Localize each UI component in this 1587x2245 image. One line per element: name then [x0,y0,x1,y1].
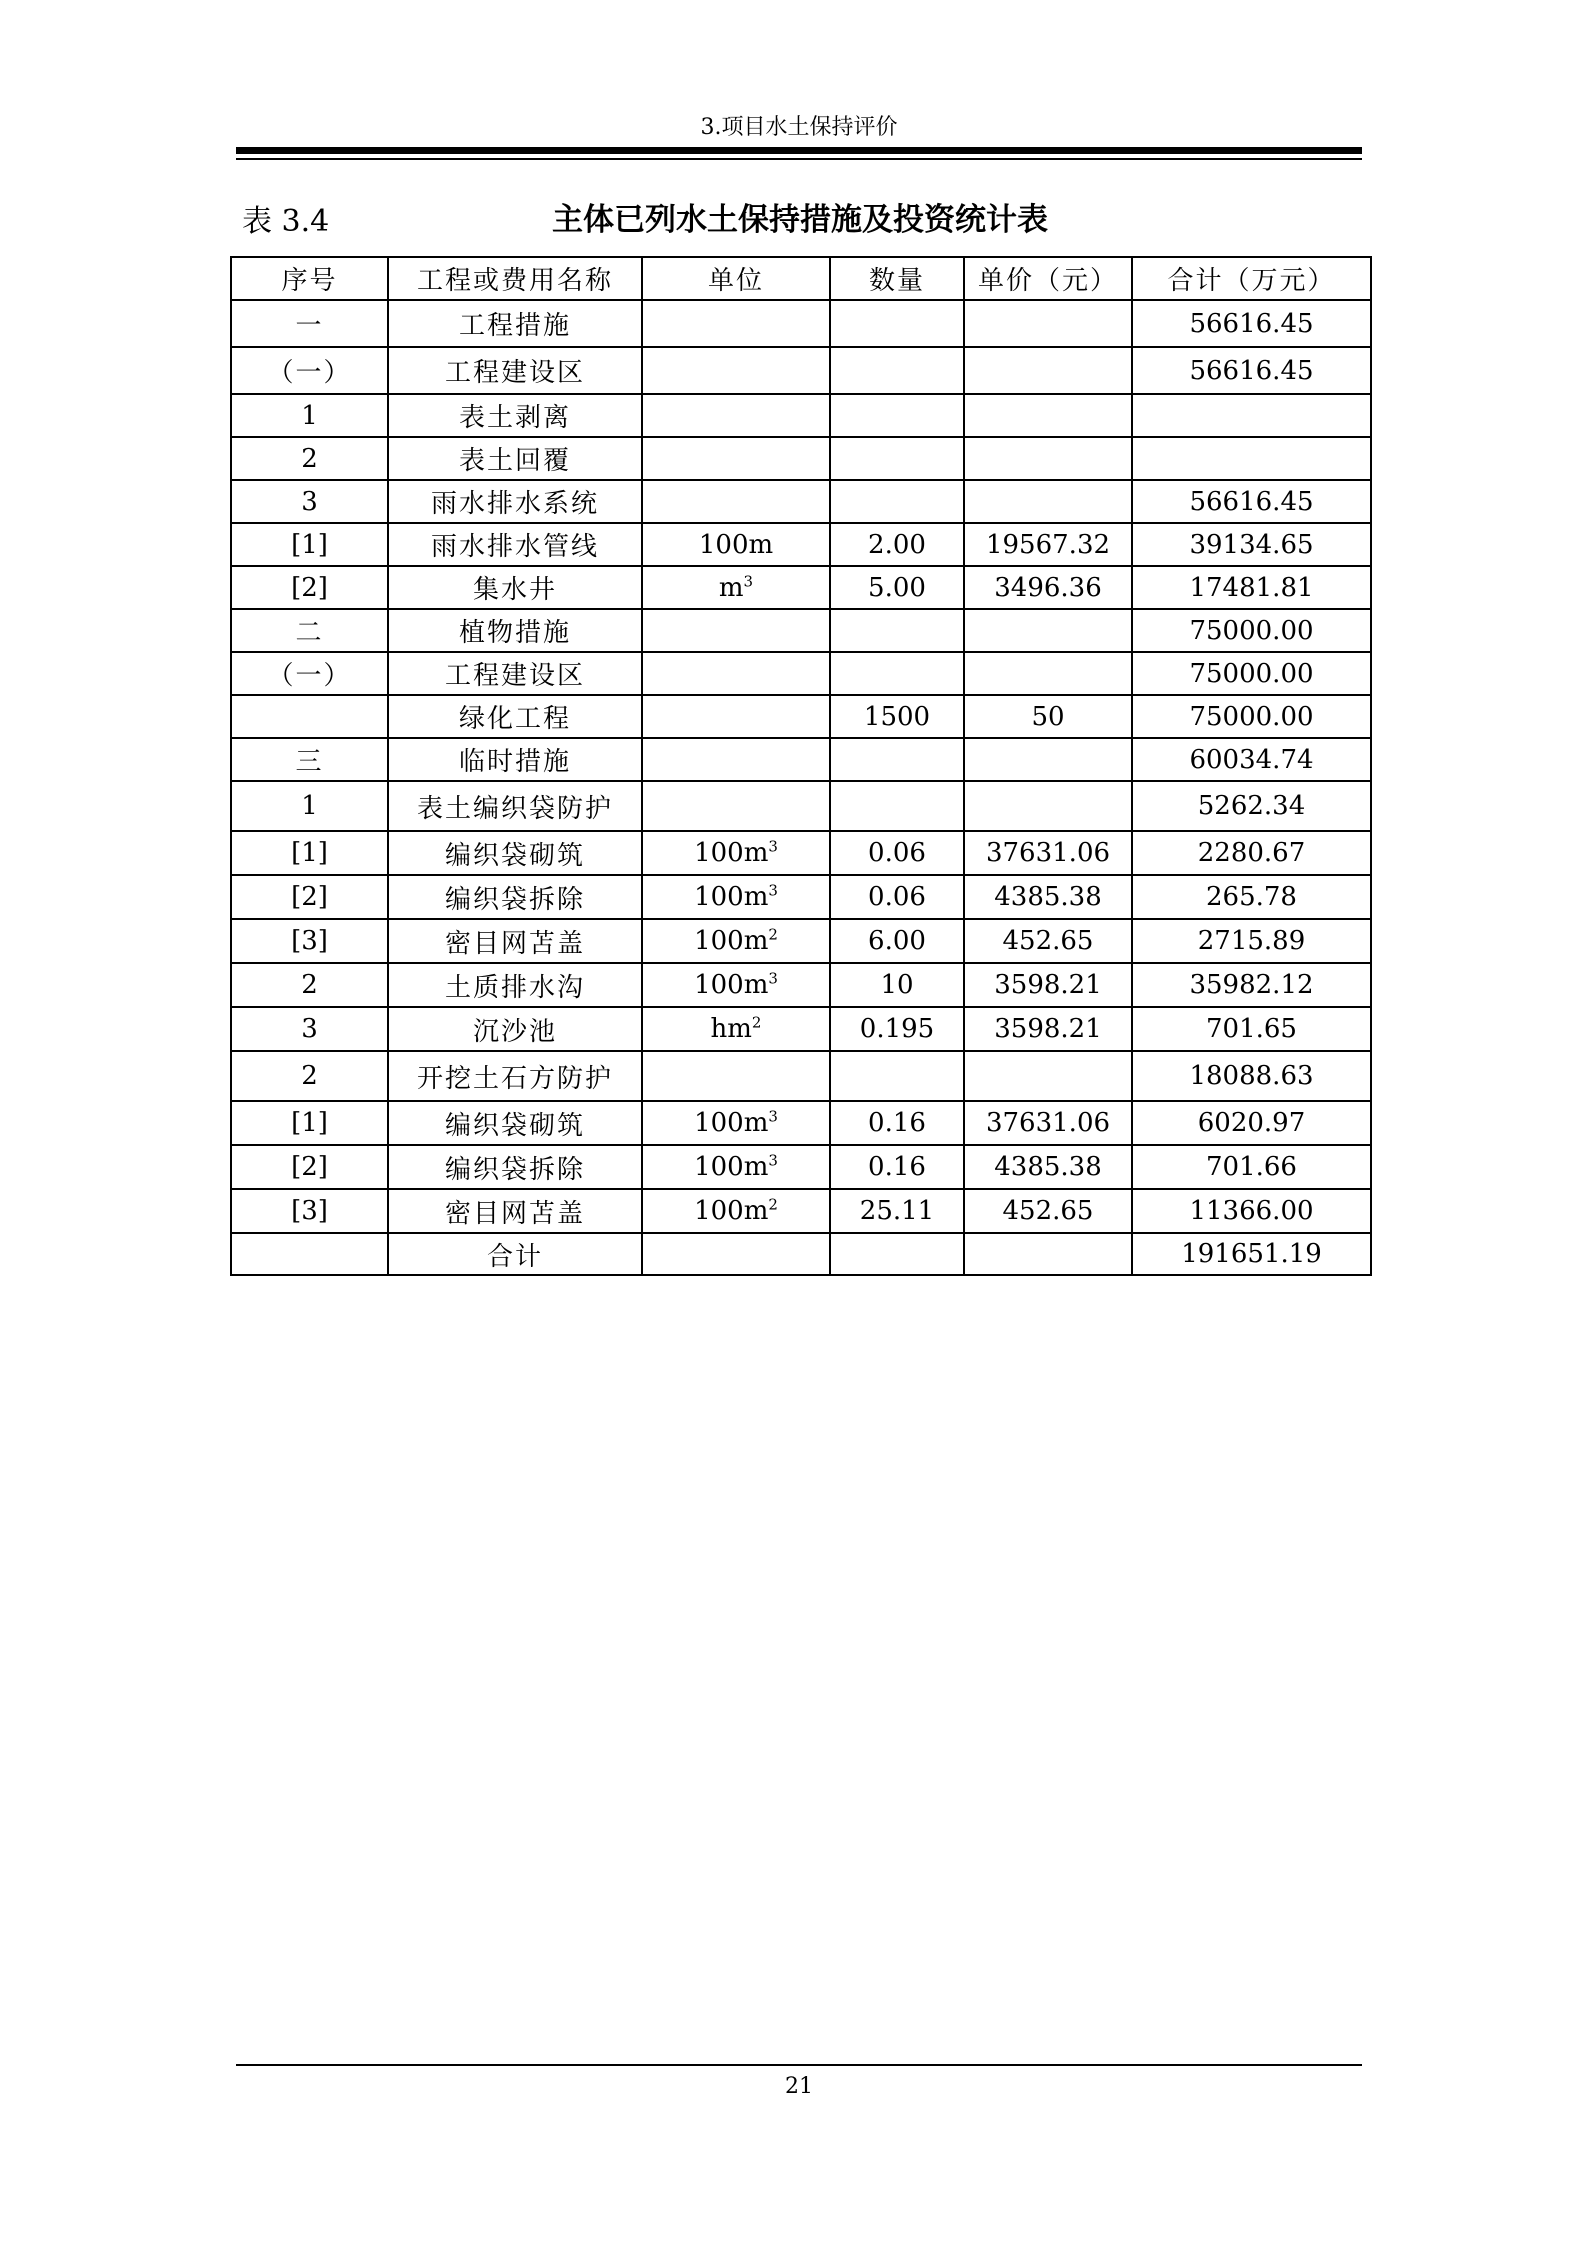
quantity-cell [830,347,964,394]
table-row [231,963,1371,1007]
unit-exponent: 2 [768,925,778,944]
unit-text: 100m [694,926,769,956]
table-row [231,1051,1371,1101]
item-name-cell: 工程措施 [388,300,642,347]
total-cell [1132,437,1371,480]
quantity-cell: 0.195 [830,1007,964,1051]
total-cell: 191651.19 [1132,1233,1371,1275]
item-name-cell: 绿化工程 [388,695,642,738]
quantity-cell: 0.16 [830,1145,964,1189]
item-name-cell: 表土编织袋防护 [388,781,642,831]
item-name-cell: 表土回覆 [388,437,642,480]
unit-price-cell [964,347,1132,394]
unit-text: 100m [694,882,769,912]
unit-text: 100m [694,1108,769,1138]
col-header-qty: 数量 [830,257,964,300]
item-name-cell: 编织袋砌筑 [388,831,642,875]
unit-cell [642,781,830,831]
table-header-row [231,257,1371,300]
unit-price-cell [964,609,1132,652]
unit-exponent: 2 [751,1013,762,1032]
unit-cell [642,566,830,609]
row-number-cell: 二 [231,609,388,652]
total-cell: 2280.67 [1132,831,1371,875]
item-name-cell: 集水井 [388,566,642,609]
row-number-cell: 2 [231,1051,388,1101]
unit-cell [642,875,830,919]
item-name-cell: 编织袋砌筑 [388,1101,642,1145]
unit-exponent: 3 [768,1151,778,1170]
table-body [231,300,1371,1275]
row-number-cell: [1] [231,523,388,566]
table-number: 表 3.4 [242,204,330,239]
item-name-cell: 编织袋拆除 [388,1145,642,1189]
unit-cell [642,480,830,523]
header-rule-thick [236,147,1362,154]
total-cell: 11366.00 [1132,1189,1371,1233]
unit-price-cell: 37631.06 [964,1101,1132,1145]
unit-price-cell [964,1233,1132,1275]
table-row [231,1233,1371,1275]
col-header-total: 合计（万元） [1132,257,1371,300]
row-number-cell [231,1233,388,1275]
quantity-cell [830,394,964,437]
unit-exponent: 3 [768,837,778,856]
total-cell: 75000.00 [1132,609,1371,652]
unit-text: 100m [694,1196,769,1226]
quantity-cell [830,437,964,480]
quantity-cell: 6.00 [830,919,964,963]
unit-cell [642,695,830,738]
unit-cell [642,963,830,1007]
unit-cell [642,300,830,347]
unit-price-cell [964,781,1132,831]
unit-text: 100m [694,970,769,1000]
item-name-cell: 表土剥离 [388,394,642,437]
unit-price-cell [964,480,1132,523]
total-cell: 701.65 [1132,1007,1371,1051]
total-cell: 35982.12 [1132,963,1371,1007]
table-row [231,347,1371,394]
table-row [231,609,1371,652]
unit-price-cell: 19567.32 [964,523,1132,566]
total-cell: 18088.63 [1132,1051,1371,1101]
quantity-cell [830,480,964,523]
quantity-cell: 1500 [830,695,964,738]
item-name-cell: 沉沙池 [388,1007,642,1051]
item-name-cell: 密目网苫盖 [388,1189,642,1233]
table-row [231,875,1371,919]
row-number-cell: 1 [231,781,388,831]
quantity-cell [830,609,964,652]
unit-text: 100m [698,529,774,560]
quantity-cell [830,300,964,347]
total-cell: 75000.00 [1132,652,1371,695]
unit-cell [642,523,830,566]
col-header-name: 工程或费用名称 [388,257,642,300]
row-number-cell: [3] [231,1189,388,1233]
unit-cell [642,738,830,781]
unit-price-cell: 3496.36 [964,566,1132,609]
total-cell [1132,394,1371,437]
table-row [231,394,1371,437]
unit-price-cell: 50 [964,695,1132,738]
unit-price-cell: 452.65 [964,919,1132,963]
item-name-cell: 工程建设区 [388,347,642,394]
total-cell: 56616.45 [1132,300,1371,347]
unit-exponent: 3 [768,881,778,900]
unit-price-cell: 3598.21 [964,1007,1132,1051]
row-number-cell: 3 [231,480,388,523]
item-name-cell: 雨水排水管线 [388,523,642,566]
table-row [231,738,1371,781]
quantity-cell: 25.11 [830,1189,964,1233]
quantity-cell: 10 [830,963,964,1007]
unit-exponent: 3 [768,969,778,988]
total-cell: 6020.97 [1132,1101,1371,1145]
table-row [231,831,1371,875]
quantity-cell [830,1233,964,1275]
col-header-no: 序号 [231,257,388,300]
unit-price-cell: 4385.38 [964,1145,1132,1189]
item-name-cell: 工程建设区 [388,652,642,695]
unit-price-cell [964,394,1132,437]
item-name-cell: 临时措施 [388,738,642,781]
unit-cell [642,1051,830,1101]
item-name-cell: 编织袋拆除 [388,875,642,919]
table-row [231,781,1371,831]
row-number-cell: 2 [231,437,388,480]
quantity-cell: 5.00 [830,566,964,609]
unit-price-cell: 37631.06 [964,831,1132,875]
total-cell: 265.78 [1132,875,1371,919]
unit-text: hm [710,1014,752,1044]
total-cell: 75000.00 [1132,695,1371,738]
unit-cell [642,1233,830,1275]
unit-cell [642,1145,830,1189]
table-row [231,566,1371,609]
unit-cell [642,1101,830,1145]
page-number: 21 [785,2074,813,2099]
investment-table [230,256,1372,1276]
unit-cell [642,394,830,437]
quantity-cell [830,1051,964,1101]
row-number-cell: （一） [231,347,388,394]
unit-cell [642,437,830,480]
unit-cell [642,831,830,875]
item-name-cell: 密目网苫盖 [388,919,642,963]
unit-price-cell [964,1051,1132,1101]
table-row [231,1007,1371,1051]
row-number-cell: 3 [231,1007,388,1051]
unit-cell [642,652,830,695]
table-title: 主体已列水土保持措施及投资统计表 [552,202,1048,238]
table-row [231,1189,1371,1233]
unit-price-cell [964,437,1132,480]
total-cell: 2715.89 [1132,919,1371,963]
unit-exponent: 2 [768,1195,778,1214]
total-cell: 17481.81 [1132,566,1371,609]
row-number-cell: [2] [231,1145,388,1189]
table-row [231,1145,1371,1189]
item-name-cell: 雨水排水系统 [388,480,642,523]
total-cell: 56616.45 [1132,347,1371,394]
table-row [231,919,1371,963]
quantity-cell: 2.00 [830,523,964,566]
total-cell: 39134.65 [1132,523,1371,566]
table-row [231,300,1371,347]
quantity-cell [830,738,964,781]
unit-price-cell: 3598.21 [964,963,1132,1007]
row-number-cell: 2 [231,963,388,1007]
unit-cell [642,347,830,394]
row-number-cell: [2] [231,875,388,919]
unit-price-cell [964,738,1132,781]
unit-price-cell [964,300,1132,347]
table-row [231,480,1371,523]
total-cell: 56616.45 [1132,480,1371,523]
quantity-cell [830,781,964,831]
running-header-title: 3.项目水土保持评价 [700,115,898,140]
row-number-cell: [1] [231,831,388,875]
unit-cell [642,919,830,963]
footer-rule [236,2064,1362,2066]
row-number-cell: 1 [231,394,388,437]
item-name-cell: 植物措施 [388,609,642,652]
row-number-cell: [1] [231,1101,388,1145]
unit-text: 100m [694,1152,769,1182]
unit-price-cell: 4385.38 [964,875,1132,919]
quantity-cell: 0.06 [830,831,964,875]
quantity-cell: 0.16 [830,1101,964,1145]
unit-text: 100m [694,838,769,868]
item-name-cell: 合计 [388,1233,642,1275]
total-cell: 5262.34 [1132,781,1371,831]
table-row [231,1101,1371,1145]
col-header-price: 单价（元） [964,257,1132,300]
row-number-cell: [2] [231,566,388,609]
col-header-unit: 单位 [642,257,830,300]
quantity-cell [830,652,964,695]
row-number-cell: [3] [231,919,388,963]
table-row [231,695,1371,738]
table-row [231,437,1371,480]
total-cell: 701.66 [1132,1145,1371,1189]
item-name-cell: 开挖土石方防护 [388,1051,642,1101]
quantity-cell: 0.06 [830,875,964,919]
unit-cell [642,1189,830,1233]
unit-exponent: 3 [743,571,754,590]
unit-price-cell: 452.65 [964,1189,1132,1233]
table-row [231,523,1371,566]
unit-cell [642,609,830,652]
row-number-cell: 三 [231,738,388,781]
unit-cell [642,1007,830,1051]
unit-text: m [718,572,744,603]
total-cell: 60034.74 [1132,738,1371,781]
unit-exponent: 3 [768,1107,778,1126]
unit-price-cell [964,652,1132,695]
item-name-cell: 土质排水沟 [388,963,642,1007]
row-number-cell [231,695,388,738]
header-rule-thin [236,158,1362,160]
table-row [231,652,1371,695]
row-number-cell: （一） [231,652,388,695]
row-number-cell: 一 [231,300,388,347]
